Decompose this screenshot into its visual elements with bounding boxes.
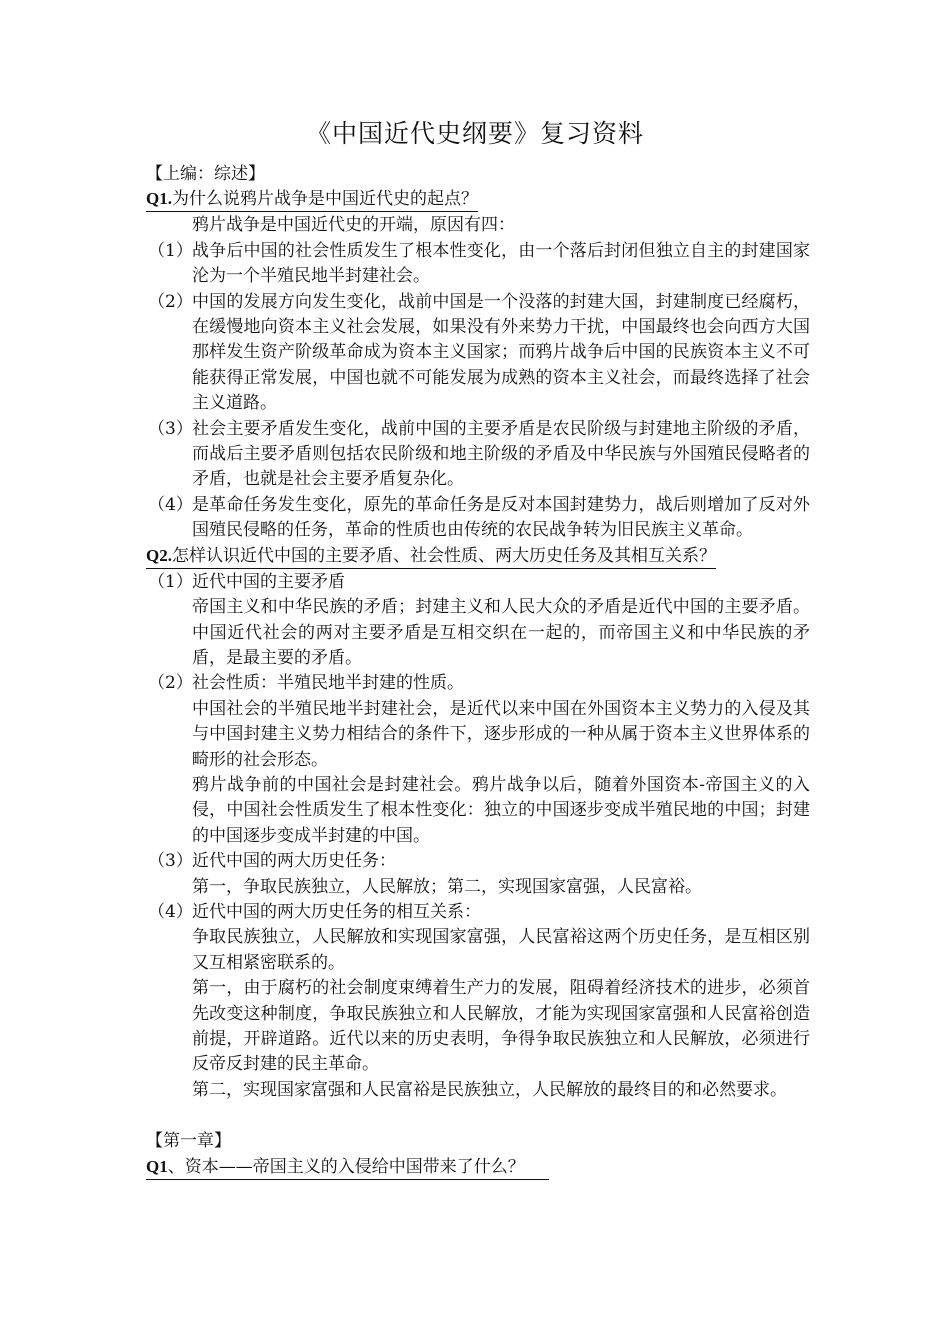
chapter1-question-1-label: Q1 [146, 1156, 168, 1176]
q1-item: （4） 是革命任务发生变化，原先的革命任务是反对本国封建势力，战后则增加了反对外国殖民侵略的任务，革命的性质也由传统的农民战争转为旧民族主义革命。 [148, 494, 810, 541]
question-2-text: 怎样认识近代中国的主要矛盾、社会性质、两大历史任务及其相互关系？ [171, 545, 716, 566]
q1-item: （3） 社会主要矛盾发生变化，战前中国的主要矛盾是农民阶级与封建地主阶级的矛盾，而战后主要矛盾则包括农民阶级和地主阶级的矛盾及中华民族与外国殖民侵略者的矛盾，也就是社会主要矛盾复杂化。 [148, 418, 810, 490]
q2-paragraph: 鸦片战争前的中国社会是封建社会。鸦片战争以后，随着外国资本-帝国主义的入侵，中国社会性质发生了根本性变化：独立的中国逐步变成半殖民地的中国；封建的中国逐步变成半封建的中国。 [192, 774, 810, 846]
chapter1-question-1 [146, 1155, 810, 1181]
q1-item: （2） 中国的发展方向发生变化，战前中国是一个没落的封建大国，封建制度已经腐朽，在缓慢地向资本主义社会发展，如果没有外来势力干扰，中国最终也会向西方大国那样发生资产阶级革命成为资本主义国家；而鸦片战争后中国的民族资本主义不可能获得正常发展，中国也就不可能发展为成熟的资本主义社会，而最终选择了社会主义道路。 [148, 291, 810, 414]
q2-item: （2） 社会性质：半殖民地半封建的性质。 [148, 673, 464, 694]
q1-item: （1） 战争后中国的社会性质发生了根本性变化，由一个落后封闭但独立自主的封建国家沦为一个半殖民地半封建社会。 [148, 240, 810, 287]
document-body [146, 162, 810, 1181]
section-gap [146, 1103, 810, 1129]
chapter-heading: 【第一章】 [146, 1131, 231, 1152]
q2-paragraph: 帝国主义和中华民族的矛盾；封建主义和人民大众的矛盾是近代中国的主要矛盾。中国近代社会的两对主要矛盾是互相交织在一起的，而帝国主义和中华民族的矛盾，是最主要的矛盾。 [192, 597, 810, 668]
q2-paragraph: 争取民族独立，人民解放和实现国家富强，人民富裕这两个历史任务，是互相区别又互相紧密联系的。 [192, 927, 810, 973]
q1-intro: 鸦片战争是中国近代史的开端，原因有四： [192, 215, 515, 236]
question-2-label: Q2. [146, 545, 172, 565]
question-1 [146, 187, 810, 213]
q2-item: （4） 近代中国的两大历史任务的相互关系： [148, 901, 481, 922]
q2-paragraph: 中国社会的半殖民地半封建社会，是近代以来中国在外国资本主义势力的入侵及其与中国封建主义势力相结合的条件下，逐步形成的一种从属于资本主义世界体系的畸形的社会形态。 [192, 698, 810, 770]
part-heading: 【上编：综述】 [146, 164, 265, 184]
q2-paragraph: 第一，由于腐朽的社会制度束缚着生产力的发展，阻碍着经济技术的进步，必须首先改变这种制度，争取民族独立和人民解放，才能为实现国家富强和人民富裕创造前提，开辟道路。近代以来的历史表明，争得争取民族独立和人民解放，必须进行反帝反封建的民主革命。 [192, 978, 810, 1075]
q2-item: （1） 近代中国的主要矛盾 [148, 571, 345, 592]
document-title: 《中国近代史纲要》复习资料 [305, 119, 644, 148]
q2-paragraph: 第二，实现国家富强和人民富裕是民族独立，人民解放的最终目的和必然要求。 [192, 1079, 787, 1100]
q2-paragraph: 第一，争取民族独立，人民解放；第二，实现国家富强，人民富裕。 [192, 876, 702, 897]
question-2 [146, 544, 810, 570]
chapter1-question-1-text: 、资本——帝国主义的入侵给中国带来了什么？ [167, 1156, 525, 1177]
question-1-label: Q1. [146, 189, 172, 209]
question-1-text: 为什么说鸦片战争是中国近代史的起点？ [171, 189, 478, 210]
q2-item: （3） 近代中国的两大历史任务： [148, 851, 396, 872]
